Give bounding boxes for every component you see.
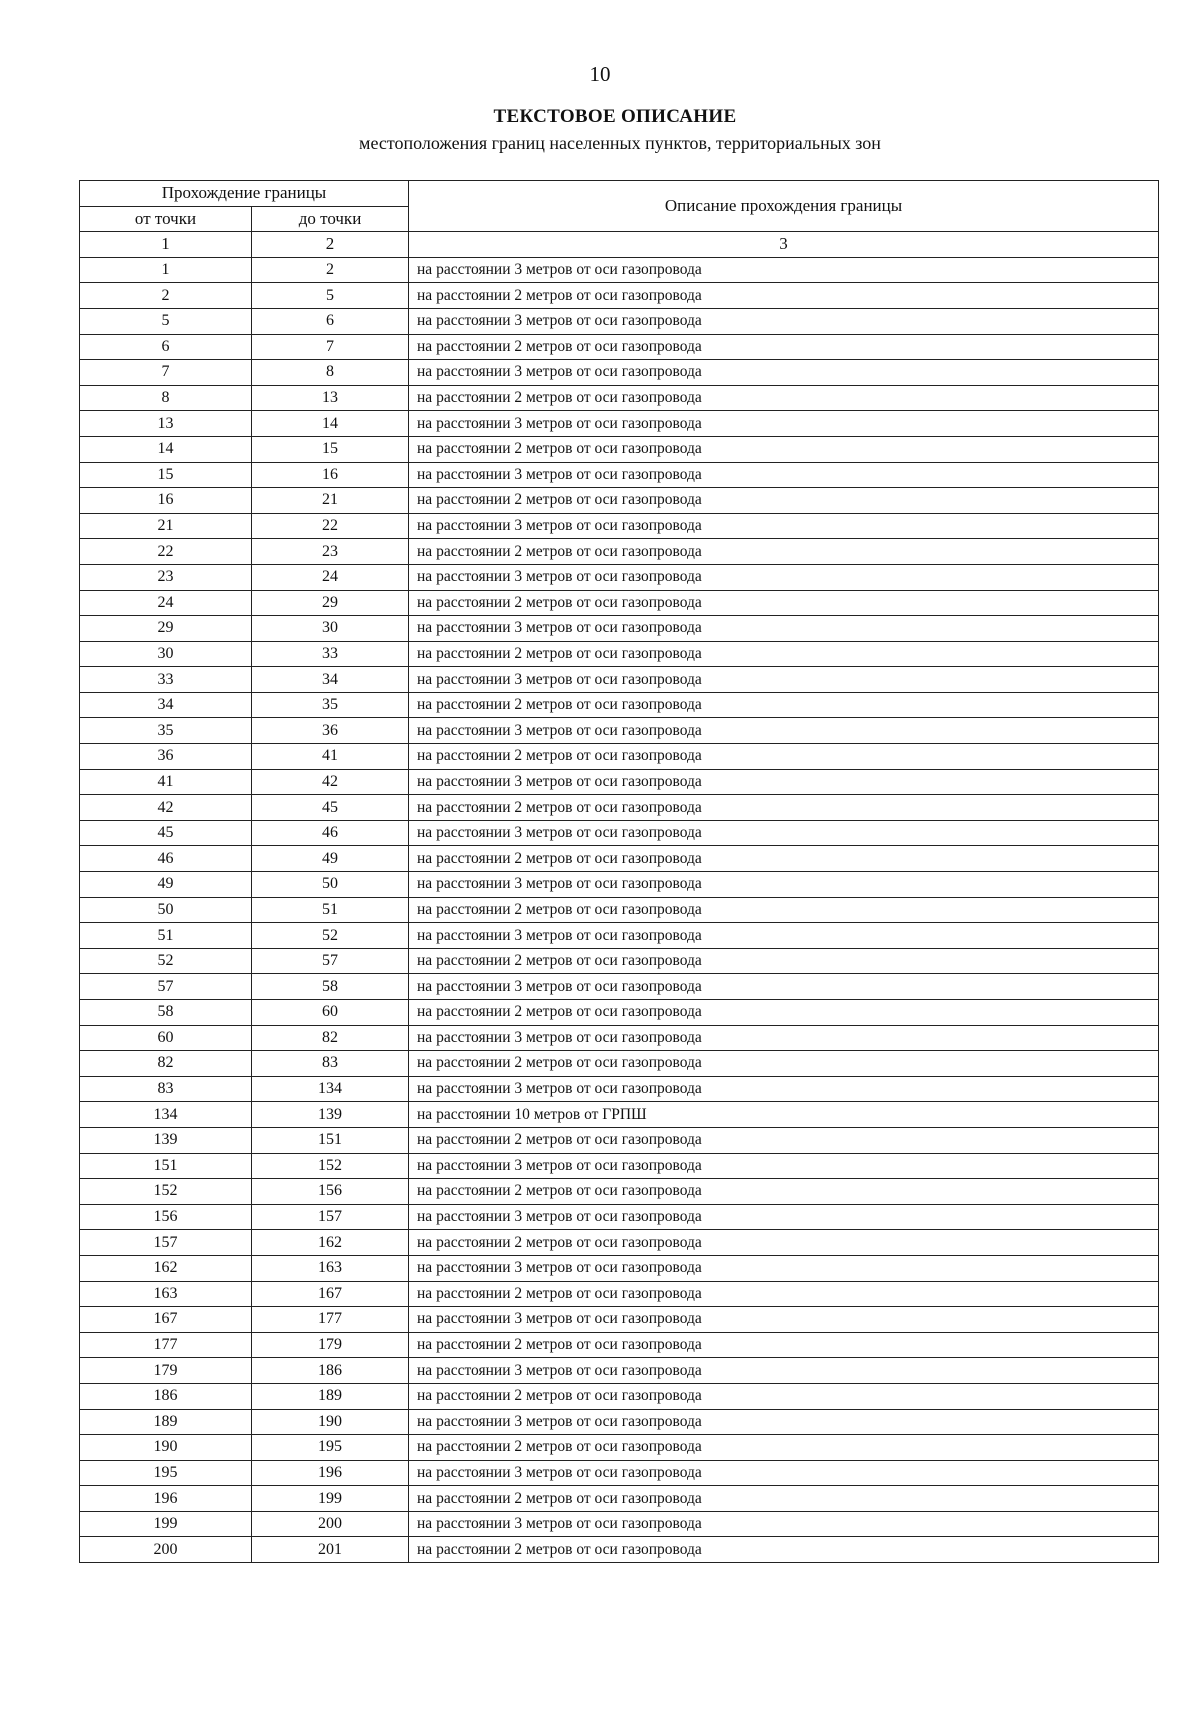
row-to-point: 152: [252, 1153, 409, 1179]
row-to-point: 157: [252, 1204, 409, 1230]
row-description: на расстоянии 3 метров от оси газопровода: [409, 1025, 1159, 1051]
row-description: на расстоянии 3 метров от оси газопровода: [409, 1460, 1159, 1486]
table-row: [80, 1358, 1159, 1384]
row-to-point: 186: [252, 1358, 409, 1384]
row-description: на расстоянии 2 метров от оси газопровода: [409, 1435, 1159, 1461]
table-row: [80, 667, 1159, 693]
table-row: [80, 590, 1159, 616]
row-from-point: 82: [80, 1051, 252, 1077]
row-description: на расстоянии 3 метров от оси газопровода: [409, 257, 1159, 283]
row-to-point: 190: [252, 1409, 409, 1435]
row-to-point: 2: [252, 257, 409, 283]
row-from-point: 13: [80, 411, 252, 437]
table-row: [80, 948, 1159, 974]
table-row: [80, 897, 1159, 923]
row-to-point: 151: [252, 1127, 409, 1153]
row-to-point: 199: [252, 1486, 409, 1512]
row-from-point: 156: [80, 1204, 252, 1230]
row-description: на расстоянии 2 метров от оси газопровода: [409, 1000, 1159, 1026]
row-from-point: 2: [80, 283, 252, 309]
header-number-from: 1: [80, 232, 252, 258]
table-body: [80, 257, 1159, 1562]
table-row: [80, 1537, 1159, 1563]
table-row: [80, 488, 1159, 514]
table-header: [80, 181, 1159, 258]
row-description: на расстоянии 3 метров от оси газопровода: [409, 564, 1159, 590]
row-from-point: 22: [80, 539, 252, 565]
row-from-point: 195: [80, 1460, 252, 1486]
table-row: [80, 1000, 1159, 1026]
table-row: [80, 1230, 1159, 1256]
page-number: 10: [589, 62, 611, 86]
row-description: на расстоянии 2 метров от оси газопровода: [409, 1179, 1159, 1205]
row-to-point: 179: [252, 1332, 409, 1358]
row-from-point: 151: [80, 1153, 252, 1179]
row-from-point: 15: [80, 462, 252, 488]
row-description: на расстоянии 2 метров от оси газопровода: [409, 385, 1159, 411]
row-from-point: 14: [80, 436, 252, 462]
table-row: [80, 1153, 1159, 1179]
row-description: на расстоянии 3 метров от оси газопровода: [409, 974, 1159, 1000]
table-row: [80, 1511, 1159, 1537]
row-to-point: 195: [252, 1435, 409, 1461]
header-boundary-passage: Прохождение границы: [80, 181, 409, 207]
table-row: [80, 692, 1159, 718]
row-from-point: 29: [80, 616, 252, 642]
row-description: на расстоянии 3 метров от оси газопровода: [409, 360, 1159, 386]
row-from-point: 196: [80, 1486, 252, 1512]
row-from-point: 200: [80, 1537, 252, 1563]
row-from-point: 50: [80, 897, 252, 923]
row-description: на расстоянии 3 метров от оси газопровода: [409, 513, 1159, 539]
row-from-point: 177: [80, 1332, 252, 1358]
table-row: [80, 308, 1159, 334]
row-from-point: 36: [80, 744, 252, 770]
row-from-point: 157: [80, 1230, 252, 1256]
table-row: [80, 1076, 1159, 1102]
row-description: на расстоянии 2 метров от оси газопровода: [409, 1486, 1159, 1512]
table-row: [80, 820, 1159, 846]
row-from-point: 167: [80, 1307, 252, 1333]
row-from-point: 21: [80, 513, 252, 539]
header-number-to: 2: [252, 232, 409, 258]
row-to-point: 200: [252, 1511, 409, 1537]
row-description: на расстоянии 3 метров от оси газопровода: [409, 411, 1159, 437]
row-from-point: 6: [80, 334, 252, 360]
row-description: на расстоянии 3 метров от оси газопровода: [409, 1076, 1159, 1102]
row-to-point: 82: [252, 1025, 409, 1051]
row-description: на расстоянии 3 метров от оси газопровода: [409, 462, 1159, 488]
row-description: на расстоянии 3 метров от оси газопровода: [409, 308, 1159, 334]
table-row: [80, 923, 1159, 949]
row-from-point: 58: [80, 1000, 252, 1026]
row-description: на расстоянии 2 метров от оси газопровода: [409, 744, 1159, 770]
row-to-point: 139: [252, 1102, 409, 1128]
table-row: [80, 436, 1159, 462]
header-to-point: до точки: [252, 206, 409, 232]
row-description: на расстоянии 10 метров от ГРПШ: [409, 1102, 1159, 1128]
table-row: [80, 641, 1159, 667]
table-row: [80, 1435, 1159, 1461]
row-from-point: 179: [80, 1358, 252, 1384]
row-description: на расстоянии 3 метров от оси газопровода: [409, 718, 1159, 744]
row-from-point: 7: [80, 360, 252, 386]
row-from-point: 42: [80, 795, 252, 821]
row-from-point: 41: [80, 769, 252, 795]
row-description: на расстоянии 3 метров от оси газопровода: [409, 872, 1159, 898]
row-description: на расстоянии 2 метров от оси газопровода: [409, 692, 1159, 718]
row-from-point: 24: [80, 590, 252, 616]
table-row: [80, 1409, 1159, 1435]
row-from-point: 152: [80, 1179, 252, 1205]
table-row: [80, 385, 1159, 411]
row-description: на расстоянии 2 метров от оси газопровода: [409, 539, 1159, 565]
row-from-point: 57: [80, 974, 252, 1000]
row-to-point: 52: [252, 923, 409, 949]
row-from-point: 60: [80, 1025, 252, 1051]
row-description: на расстоянии 2 метров от оси газопровода: [409, 1537, 1159, 1563]
row-description: на расстоянии 3 метров от оси газопровода: [409, 820, 1159, 846]
row-to-point: 6: [252, 308, 409, 334]
row-to-point: 51: [252, 897, 409, 923]
row-description: на расстоянии 2 метров от оси газопровода: [409, 436, 1159, 462]
row-to-point: 57: [252, 948, 409, 974]
row-to-point: 15: [252, 436, 409, 462]
row-from-point: 23: [80, 564, 252, 590]
row-description: на расстоянии 2 метров от оси газопровода: [409, 1281, 1159, 1307]
row-from-point: 51: [80, 923, 252, 949]
table-row: [80, 1486, 1159, 1512]
row-description: на расстоянии 2 метров от оси газопровода: [409, 948, 1159, 974]
row-to-point: 5: [252, 283, 409, 309]
row-description: на расстоянии 2 метров от оси газопровода: [409, 1051, 1159, 1077]
table-row: [80, 1460, 1159, 1486]
table-row: [80, 462, 1159, 488]
row-description: на расстоянии 2 метров от оси газопровода: [409, 283, 1159, 309]
row-description: на расстоянии 3 метров от оси газопровода: [409, 769, 1159, 795]
row-to-point: 156: [252, 1179, 409, 1205]
table-row: [80, 1281, 1159, 1307]
row-description: на расстоянии 2 метров от оси газопровода: [409, 488, 1159, 514]
row-from-point: 46: [80, 846, 252, 872]
row-from-point: 8: [80, 385, 252, 411]
row-to-point: 8: [252, 360, 409, 386]
row-to-point: 196: [252, 1460, 409, 1486]
table-row: [80, 795, 1159, 821]
row-description: на расстоянии 2 метров от оси газопровода: [409, 795, 1159, 821]
row-to-point: 21: [252, 488, 409, 514]
row-from-point: 34: [80, 692, 252, 718]
row-description: на расстоянии 2 метров от оси газопровода: [409, 1127, 1159, 1153]
table-row: [80, 1025, 1159, 1051]
row-description: на расстоянии 2 метров от оси газопровода: [409, 1332, 1159, 1358]
row-description: на расстоянии 2 метров от оси газопровода: [409, 590, 1159, 616]
row-from-point: 5: [80, 308, 252, 334]
row-to-point: 22: [252, 513, 409, 539]
table-row: [80, 846, 1159, 872]
row-description: на расстоянии 3 метров от оси газопровода: [409, 1255, 1159, 1281]
row-from-point: 134: [80, 1102, 252, 1128]
table-row: [80, 872, 1159, 898]
table-row: [80, 769, 1159, 795]
row-to-point: 23: [252, 539, 409, 565]
row-description: на расстоянии 3 метров от оси газопровода: [409, 667, 1159, 693]
row-to-point: 36: [252, 718, 409, 744]
row-from-point: 189: [80, 1409, 252, 1435]
row-from-point: 190: [80, 1435, 252, 1461]
row-to-point: 24: [252, 564, 409, 590]
row-to-point: 163: [252, 1255, 409, 1281]
header-description: Описание прохождения границы: [409, 181, 1159, 232]
boundary-table: [79, 180, 1159, 1563]
header-from-point: от точки: [80, 206, 252, 232]
row-to-point: 41: [252, 744, 409, 770]
table-row: [80, 360, 1159, 386]
table-row: [80, 411, 1159, 437]
row-to-point: 16: [252, 462, 409, 488]
row-description: на расстоянии 3 метров от оси газопровода: [409, 1511, 1159, 1537]
table-row: [80, 257, 1159, 283]
row-to-point: 201: [252, 1537, 409, 1563]
row-from-point: 162: [80, 1255, 252, 1281]
row-to-point: 134: [252, 1076, 409, 1102]
row-to-point: 29: [252, 590, 409, 616]
row-description: на расстоянии 2 метров от оси газопровода: [409, 334, 1159, 360]
table-row: [80, 974, 1159, 1000]
table-row: [80, 283, 1159, 309]
row-from-point: 49: [80, 872, 252, 898]
row-to-point: 60: [252, 1000, 409, 1026]
row-description: на расстоянии 2 метров от оси газопровода: [409, 846, 1159, 872]
table-row: [80, 1307, 1159, 1333]
row-to-point: 83: [252, 1051, 409, 1077]
row-to-point: 13: [252, 385, 409, 411]
table-row: [80, 1102, 1159, 1128]
row-to-point: 162: [252, 1230, 409, 1256]
table-row: [80, 1204, 1159, 1230]
row-description: на расстоянии 3 метров от оси газопровода: [409, 1409, 1159, 1435]
row-from-point: 33: [80, 667, 252, 693]
row-from-point: 16: [80, 488, 252, 514]
row-from-point: 163: [80, 1281, 252, 1307]
table-row: [80, 513, 1159, 539]
row-to-point: 189: [252, 1383, 409, 1409]
table-row: [80, 616, 1159, 642]
row-to-point: 49: [252, 846, 409, 872]
table-row: [80, 718, 1159, 744]
row-description: на расстоянии 2 метров от оси газопровода: [409, 641, 1159, 667]
row-from-point: 45: [80, 820, 252, 846]
row-to-point: 50: [252, 872, 409, 898]
row-from-point: 139: [80, 1127, 252, 1153]
row-to-point: 42: [252, 769, 409, 795]
table-row: [80, 1179, 1159, 1205]
table-row: [80, 1127, 1159, 1153]
row-to-point: 35: [252, 692, 409, 718]
row-to-point: 45: [252, 795, 409, 821]
table-row: [80, 1332, 1159, 1358]
row-to-point: 34: [252, 667, 409, 693]
row-to-point: 167: [252, 1281, 409, 1307]
row-to-point: 33: [252, 641, 409, 667]
row-to-point: 14: [252, 411, 409, 437]
row-to-point: 58: [252, 974, 409, 1000]
table-row: [80, 1255, 1159, 1281]
row-description: на расстоянии 2 метров от оси газопровода: [409, 1230, 1159, 1256]
header-number-description: 3: [409, 232, 1159, 258]
table-row: [80, 1383, 1159, 1409]
table-row: [80, 744, 1159, 770]
row-description: на расстоянии 3 метров от оси газопровода: [409, 1358, 1159, 1384]
row-description: на расстоянии 3 метров от оси газопровода: [409, 923, 1159, 949]
row-description: на расстоянии 3 метров от оси газопровода: [409, 1307, 1159, 1333]
row-from-point: 83: [80, 1076, 252, 1102]
row-from-point: 186: [80, 1383, 252, 1409]
row-description: на расстоянии 3 метров от оси газопровода: [409, 616, 1159, 642]
document-subtitle: местоположения границ населенных пунктов, территориальных зон: [359, 133, 881, 153]
row-to-point: 30: [252, 616, 409, 642]
row-description: на расстоянии 3 метров от оси газопровода: [409, 1204, 1159, 1230]
row-description: на расстоянии 2 метров от оси газопровода: [409, 897, 1159, 923]
row-from-point: 199: [80, 1511, 252, 1537]
row-from-point: 52: [80, 948, 252, 974]
row-from-point: 35: [80, 718, 252, 744]
row-to-point: 46: [252, 820, 409, 846]
document-title: ТЕКСТОВОЕ ОПИСАНИЕ: [493, 106, 737, 127]
row-to-point: 7: [252, 334, 409, 360]
table-row: [80, 564, 1159, 590]
table-row: [80, 334, 1159, 360]
row-description: на расстоянии 2 метров от оси газопровода: [409, 1383, 1159, 1409]
row-from-point: 30: [80, 641, 252, 667]
row-to-point: 177: [252, 1307, 409, 1333]
row-from-point: 1: [80, 257, 252, 283]
row-description: на расстоянии 3 метров от оси газопровода: [409, 1153, 1159, 1179]
table-row: [80, 539, 1159, 565]
table-row: [80, 1051, 1159, 1077]
